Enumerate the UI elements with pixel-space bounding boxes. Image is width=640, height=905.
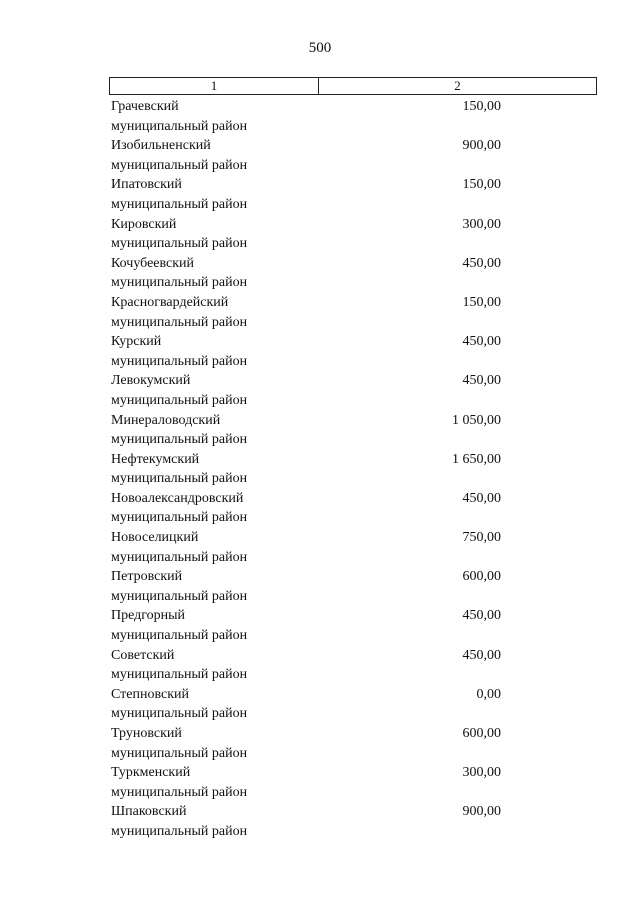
table-row [111, 802, 511, 841]
district-name: Предгорный [111, 608, 186, 624]
amount-value: 900,00 [462, 804, 501, 820]
table-row [111, 528, 511, 567]
district-name: Изобильненский [111, 138, 211, 154]
district-type: муниципальный район [111, 157, 248, 173]
page-number: 500 [308, 40, 332, 56]
amount-value: 1 050,00 [452, 412, 501, 428]
table-row [111, 136, 511, 175]
amount-value: 750,00 [462, 530, 501, 546]
district-name: Труновский [111, 726, 182, 741]
column-header-1: 1 [110, 78, 319, 94]
district-name: Нефтекумский [111, 451, 200, 467]
district-type: муниципальный район [111, 118, 248, 134]
district-type: муниципальный район [111, 236, 248, 252]
table-row [111, 450, 511, 489]
district-name: Левокумский [111, 373, 191, 389]
district-name: Новоалександровский [111, 490, 244, 506]
district-name: Кировский [111, 216, 177, 232]
district-type: муниципальный район [111, 667, 248, 683]
amount-value: 450,00 [462, 608, 501, 624]
district-name: Петровский [111, 569, 183, 585]
district-type: муниципальный район [111, 196, 248, 212]
district-name: Новоселицкий [111, 530, 199, 546]
district-name: Туркменский [111, 765, 191, 781]
table-row [111, 724, 511, 763]
amount-value: 450,00 [462, 490, 501, 506]
table-row [111, 763, 511, 802]
table-row [111, 175, 511, 214]
district-name: Советский [111, 647, 175, 663]
district-type: муниципальный район [111, 549, 248, 565]
table-row [111, 606, 511, 645]
amount-value: 300,00 [462, 765, 501, 781]
amount-value: 450,00 [462, 647, 501, 663]
district-name: Курский [111, 334, 162, 350]
amount-value: 600,00 [462, 569, 501, 585]
district-type: муниципальный район [111, 823, 248, 839]
amount-value: 600,00 [462, 726, 501, 741]
amount-value: 300,00 [462, 216, 501, 232]
amount-value: 450,00 [462, 334, 501, 350]
district-name: Ипатовский [111, 177, 182, 193]
table-header [109, 77, 597, 95]
district-type: муниципальный район [111, 588, 248, 604]
table-row [111, 489, 511, 528]
table-row [111, 215, 511, 254]
district-type: муниципальный район [111, 510, 248, 526]
column-header-2: 2 [454, 78, 461, 93]
district-type: муниципальный район [111, 353, 248, 369]
district-name: Степновский [111, 686, 189, 702]
table-row [111, 254, 511, 293]
table-row [111, 646, 511, 685]
district-type: муниципальный район [111, 432, 248, 448]
amount-value: 150,00 [462, 177, 501, 193]
amount-value: 0,00 [476, 686, 501, 702]
district-type: муниципальный район [111, 784, 248, 800]
table-body [111, 97, 511, 842]
amount-value: 150,00 [462, 294, 501, 310]
district-name: Красногвардейский [111, 294, 229, 310]
district-type: муниципальный район [111, 471, 248, 487]
district-type: муниципальный район [111, 275, 248, 291]
table-row [111, 411, 511, 450]
district-type: муниципальный район [111, 745, 248, 761]
table-row [111, 371, 511, 410]
table-row [111, 97, 511, 136]
table-row [111, 293, 511, 332]
amount-value: 450,00 [462, 373, 501, 389]
district-name: Кочубеевский [111, 255, 195, 271]
district-type: муниципальный район [111, 628, 248, 644]
district-type: муниципальный район [111, 706, 248, 722]
district-name: Грачевский [111, 99, 179, 114]
district-type: муниципальный район [111, 314, 248, 330]
table-row [111, 685, 511, 724]
amount-value: 1 650,00 [452, 451, 501, 467]
district-name: Минераловодский [111, 412, 221, 428]
table-row [111, 567, 511, 606]
amount-value: 900,00 [462, 138, 501, 154]
amount-value: 150,00 [462, 99, 501, 114]
district-type: муниципальный район [111, 392, 248, 408]
district-name: Шпаковский [111, 804, 187, 820]
amount-value: 450,00 [462, 255, 501, 271]
table-row [111, 332, 511, 371]
